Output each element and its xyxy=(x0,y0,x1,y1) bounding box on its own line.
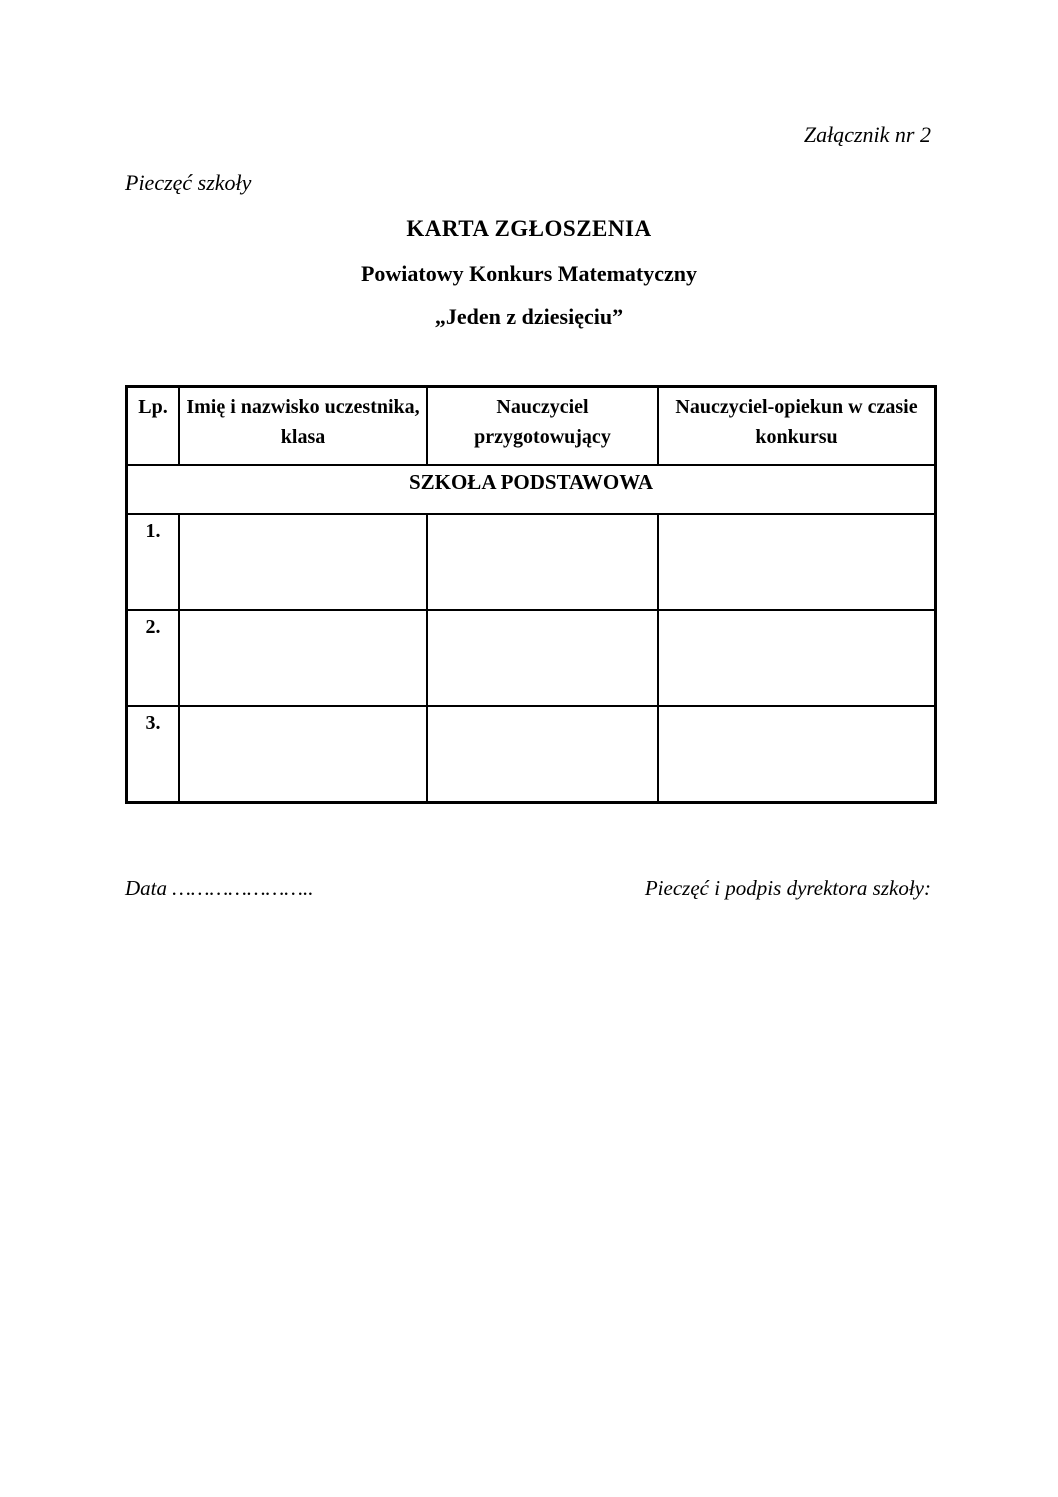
date-label: Data ………………….. xyxy=(125,876,314,900)
registration-table xyxy=(125,385,937,804)
col-header-participant-name: Imię i nazwisko uczestnika, klasa xyxy=(179,387,427,466)
supervising-teacher-cell xyxy=(658,706,936,803)
participant-name-cell xyxy=(179,610,427,706)
table-header-row xyxy=(127,387,936,466)
participant-name-cell xyxy=(179,706,427,803)
footer-line xyxy=(125,876,931,901)
row-number: 1. xyxy=(127,514,180,610)
supervising-teacher-cell xyxy=(658,514,936,610)
table-row xyxy=(127,706,936,803)
competition-subtitle: „Jeden z dziesięciu” xyxy=(434,304,624,329)
col-header-supervising-teacher: Nauczyciel-opiekun w czasie konkursu xyxy=(658,387,936,466)
preparing-teacher-cell xyxy=(427,706,658,803)
attachment-note: Załącznik nr 2 xyxy=(803,122,931,147)
section-header-row xyxy=(127,465,936,514)
signature-label: Pieczęć i podpis dyrektora szkoły: xyxy=(644,876,931,900)
section-label-primary-school: SZKOŁA PODSTAWOWA xyxy=(127,465,936,514)
col-header-preparing-teacher: Nauczyciel przygotowujący xyxy=(427,387,658,466)
table-row xyxy=(127,610,936,706)
school-stamp-label: Pieczęć szkoły xyxy=(125,170,252,195)
row-number: 2. xyxy=(127,610,180,706)
col-header-lp: Lp. xyxy=(127,387,180,466)
supervising-teacher-cell xyxy=(658,610,936,706)
preparing-teacher-cell xyxy=(427,514,658,610)
preparing-teacher-cell xyxy=(427,610,658,706)
participant-name-cell xyxy=(179,514,427,610)
form-title: KARTA ZGŁOSZENIA xyxy=(406,216,652,241)
row-number: 3. xyxy=(127,706,180,803)
table-row xyxy=(127,514,936,610)
competition-name: Powiatowy Konkurs Matematyczny xyxy=(360,261,698,286)
